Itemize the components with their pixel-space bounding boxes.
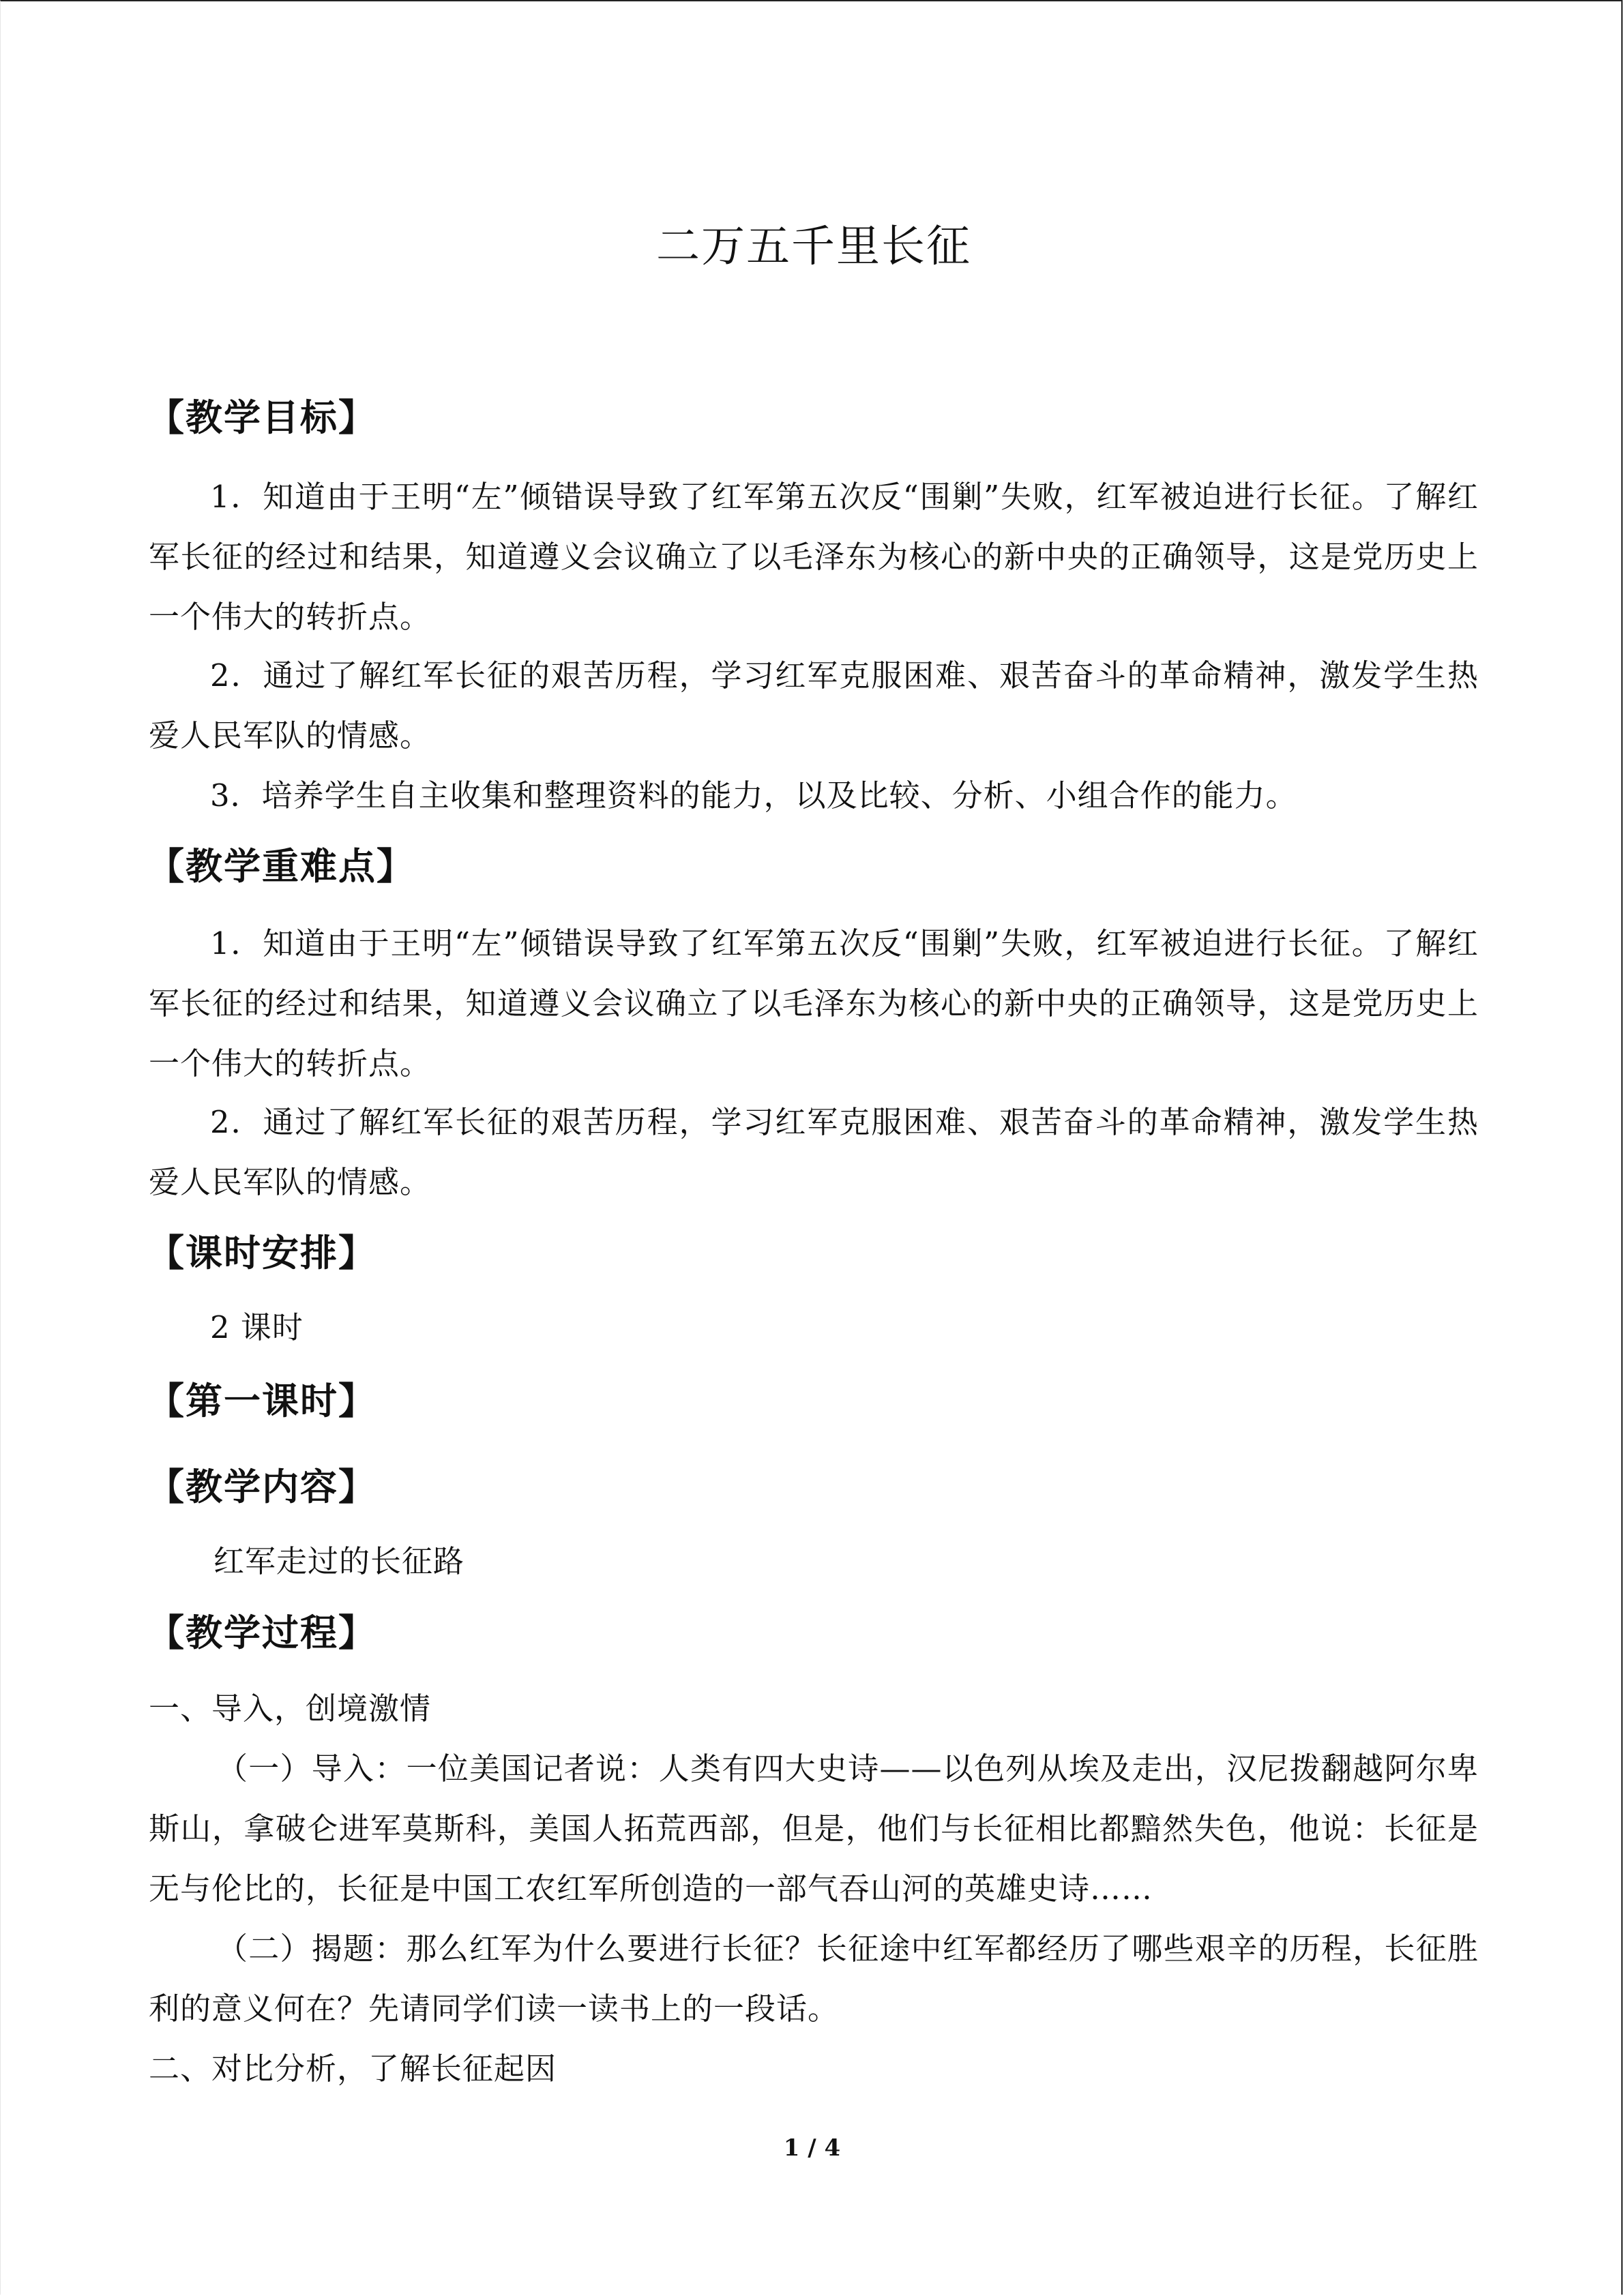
heading-first-lesson: 【第一课时】 — [147, 1380, 377, 1422]
process-sub-2: （二）揭题：那么红军为什么要进行长征？长征途中红军都经历了哪些艰辛的历程，长征胜利的意义何在？先请同学们读一读书上的一段话。 — [149, 1930, 1479, 2027]
objective-item-1: 1．知道由于王明“左”倾错误导致了红军第五次反“围剿”失败，红军被迫进行长征。了解红军长征的经过和结果，知道遵义会议确立了以毛泽东为核心的新中央的正确领导，这是党历史上一个伟大的转折点。 — [149, 479, 1479, 635]
key-point-item-1: 1．知道由于王明“左”倾错误导致了红军第五次反“围剿”失败，红军被迫进行长征。了解红军长征的经过和结果，知道遵义会议确立了以毛泽东为核心的新中央的正确领导，这是党历史上一个伟大的转折点。 — [149, 925, 1479, 1082]
process-step-1: 一、导入，创境激情 — [149, 1690, 432, 1727]
heading-key-points: 【教学重难点】 — [147, 845, 415, 888]
process-step-2: 二、对比分析，了解长征起因 — [149, 2051, 557, 2087]
page-number: 1 / 4 — [783, 2134, 841, 2162]
content-text: 红军走过的长征路 — [213, 1543, 465, 1579]
process-sub-1: （一）导入：一位美国记者说：人类有四大史诗——以色列从埃及走出，汉尼拨翻越阿尔卑斯山，拿破仑进军莫斯科，美国人拓荒西部，但是，他们与长征相比都黯然失色，他说：长征是无与伦比的，长征是中国工农红军所创造的一部气吞山河的英雄史诗…… — [149, 1750, 1479, 1907]
schedule-text: 2 课时 — [210, 1309, 304, 1345]
objective-item-3: 3．培养学生自主收集和整理资料的能力，以及比较、分析、小组合作的能力。 — [210, 777, 1297, 814]
key-point-item-2: 2．通过了解红军长征的艰苦历程，学习红军克服困难、艰苦奋斗的革命精神，激发学生热爱人民军队的情感。 — [149, 1104, 1479, 1200]
heading-process: 【教学过程】 — [147, 1611, 377, 1654]
heading-schedule: 【课时安排】 — [147, 1232, 377, 1274]
heading-objectives: 【教学目标】 — [147, 396, 377, 439]
document-title: 二万五千里长征 — [656, 222, 971, 272]
objective-item-2: 2．通过了解红军长征的艰苦历程，学习红军克服困难、艰苦奋斗的革命精神，激发学生热爱人民军队的情感。 — [149, 657, 1479, 754]
heading-content: 【教学内容】 — [147, 1465, 377, 1508]
